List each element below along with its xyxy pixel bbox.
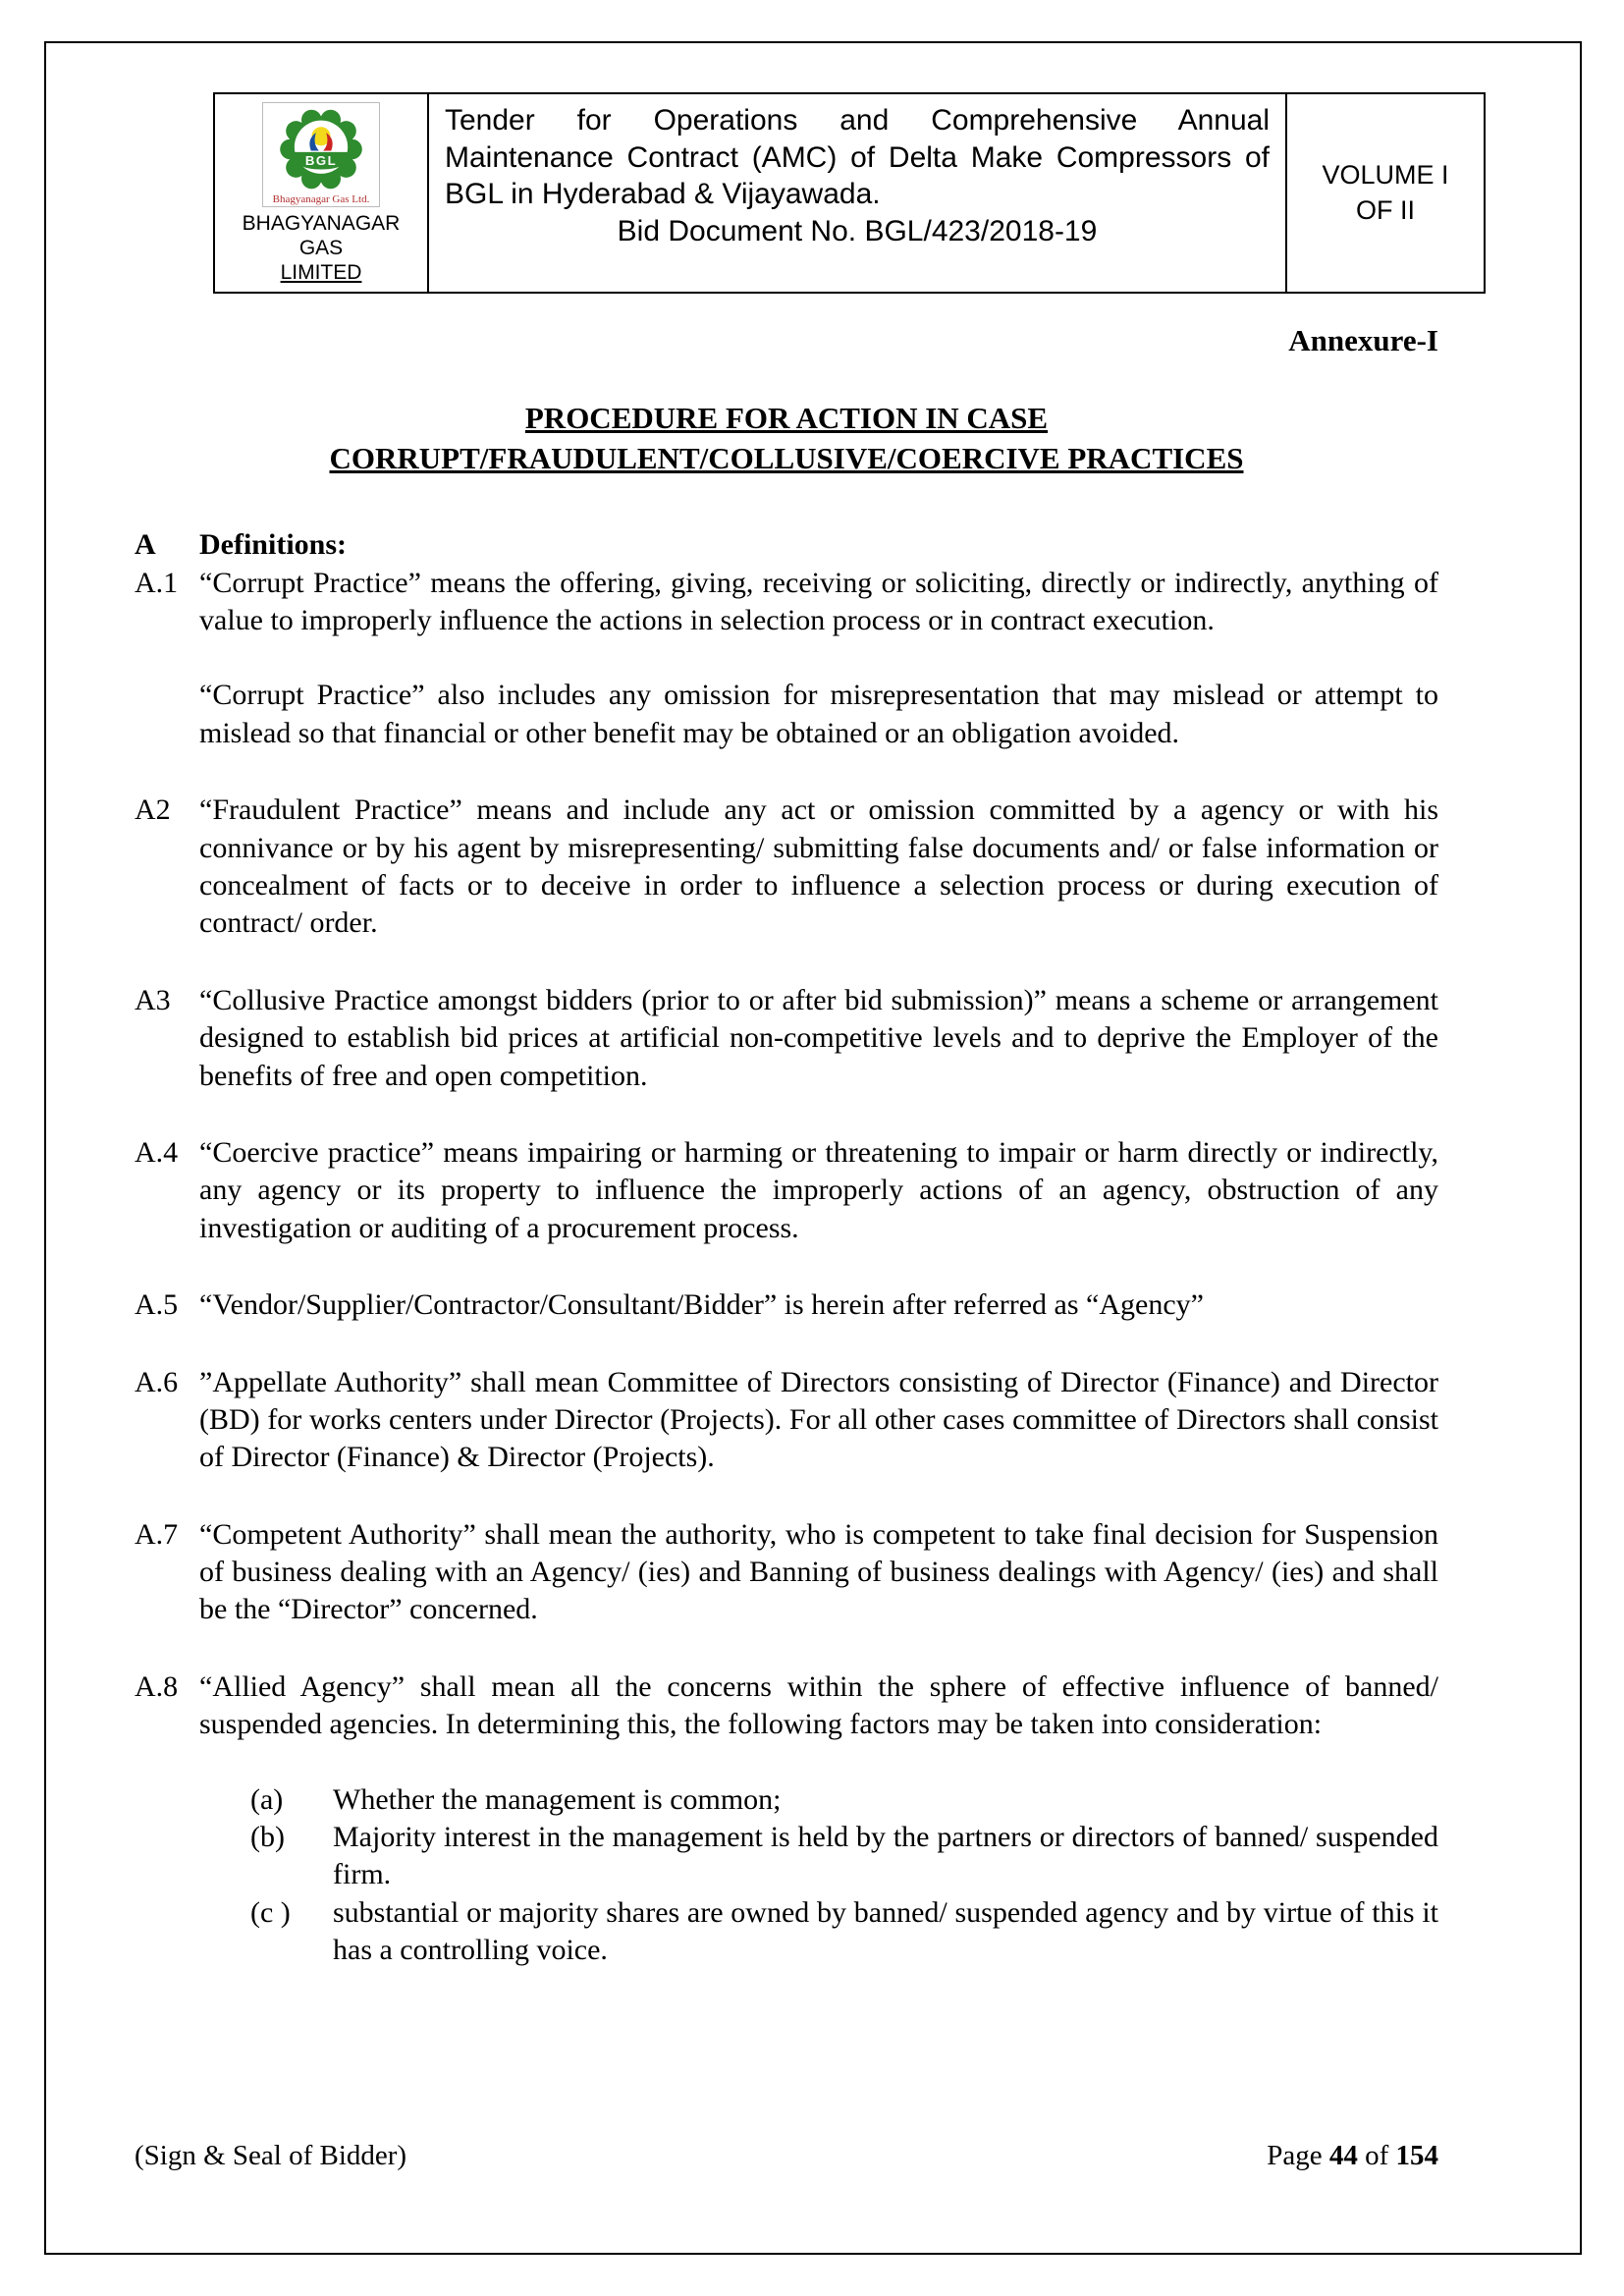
section-a4 [135,1134,1438,1247]
section-label: A2 [135,793,171,827]
section-label: A3 [135,983,171,1016]
page-title [135,398,1438,480]
page-footer [135,2140,1438,2172]
section-paragraph: “Collusive Practice amongst bidders (prior to or after bid submission)” means a scheme or arrangement designed to establish bid prices at artificial non-competitive levels and to deprive the Employer of the benefits of free and open competition. [199,983,1438,1092]
section-label: A.1 [135,566,179,599]
list-item-text: Majority interest in the management is held by the partners or directors of banned/ suspended firm. [333,1821,1438,1891]
document-header [213,92,1486,294]
section-label: A.8 [135,1669,179,1703]
sign-seal-note: (Sign & Seal of Bidder) [135,2140,407,2171]
volume-line2: OF II [1356,195,1415,226]
list-item-text: substantial or majority shares are owned by banned/ suspended agency and by virtue of this it has a controlling voice. [333,1895,1438,1967]
page-number: 44 [1328,2140,1358,2171]
logo-tagline: Bhagyanagar Gas Ltd. [272,193,370,205]
list-item [199,1819,1438,1894]
company-name-line2: LIMITED [280,261,362,285]
page-title-line2: CORRUPT/FRAUDULENT/COLLUSIVE/COERCIVE PRACTICES [329,441,1244,476]
section-paragraph: “Corrupt Practice” means the offering, giving, receiving or soliciting, directly or indirectly, anything of value to improperly influence the actions in selection process or in contract execution. [199,566,1438,637]
section-a7 [135,1516,1438,1629]
volume-cell [1287,94,1484,292]
company-name-line1: BHAGYANAGAR GAS [242,212,401,260]
section-paragraph: “Fraudulent Practice” means and include any act or omission committed by a agency or with his connivance or by his agent by misrepresenting/ submitting false documents and/ or false information or concealment of facts or to deceive in order to influence a selection process or during execution of contract/ order. [199,793,1438,940]
logo-cell [215,94,429,292]
section-a6 [135,1364,1438,1477]
section-paragraph: ”Appellate Authority” shall mean Committee of Directors consisting of Director (Finance) and Director (BD) for works centers under Director (Projects). For all other cases committee of Directors shall consist of Director (Finance) & Director (Projects). [199,1365,1438,1474]
list-item-label: (a) [250,1782,284,1816]
list-item-text: Whether the management is common; [333,1782,782,1816]
page-number-indicator [1267,2140,1438,2172]
section-label: A.6 [135,1365,179,1398]
section-paragraph: “Coercive practice” means impairing or harming or threatening to impair or harm directly or indirectly, any agency or its property to influence the improperly actions of an agency, obstruction of any investigation or auditing of a procurement process. [199,1135,1438,1244]
of-word: of [1365,2140,1389,2171]
section-paragraph: “Allied Agency” shall mean all the concerns within the sphere of effective influence of banned/ suspended agencies. In determining this, the following factors may be taken into consideration: [199,1669,1438,1741]
section-label: A.5 [135,1288,179,1322]
list-item-label: (b) [250,1821,285,1854]
section-paragraph: “Competent Authority” shall mean the authority, who is competent to take final decision for Suspension of business dealing with an Agency/ (ies) and Banning of business dealings with Agency/ (ies) and shall be the “Director” concerned. [199,1517,1438,1626]
annexure-label: Annexure-I [1288,322,1438,357]
section-a1 [135,565,1438,753]
bgl-logo-icon [278,106,364,192]
total-pages: 154 [1395,2140,1438,2171]
section-paragraph: “Vendor/Supplier/Contractor/Consultant/Bidder” is herein after referred as “Agency” [199,1288,1204,1322]
list-item [199,1894,1438,1970]
section-a3 [135,982,1438,1095]
list-item-label: (c ) [250,1895,291,1929]
section-a5 [135,1286,1438,1324]
volume-line1: VOLUME I [1322,159,1449,190]
document-page [44,41,1582,2255]
company-name [221,211,421,286]
bid-document-number: Bid Document No. BGL/423/2018-19 [617,214,1098,247]
section-a8 [135,1668,1438,1970]
section-label: A.7 [135,1517,179,1551]
page-title-line1: PROCEDURE FOR ACTION IN CASE [524,400,1049,435]
list-item [199,1781,1438,1819]
page-word: Page [1267,2140,1323,2171]
section-definitions-heading [135,526,1438,564]
tender-title-cell [429,94,1287,292]
section-a2 [135,792,1438,943]
section-paragraph: “Corrupt Practice” also includes any omission for misrepresentation that may mislead or attempt to mislead so that financial or other benefit may be obtained or an obligation avoided. [199,679,1438,749]
company-logo [262,102,381,207]
logo-monogram: BGL [304,153,338,169]
section-label: A [135,528,156,562]
section-a8-subitems [199,1781,1438,1970]
section-label: A.4 [135,1135,179,1169]
section-heading: Definitions: [199,528,347,562]
tender-title: Tender for Operations and Comprehensive Annual Maintenance Contract (AMC) of Delta Make Compressors of BGL in Hyderabad & Vijayawada. [445,104,1270,210]
